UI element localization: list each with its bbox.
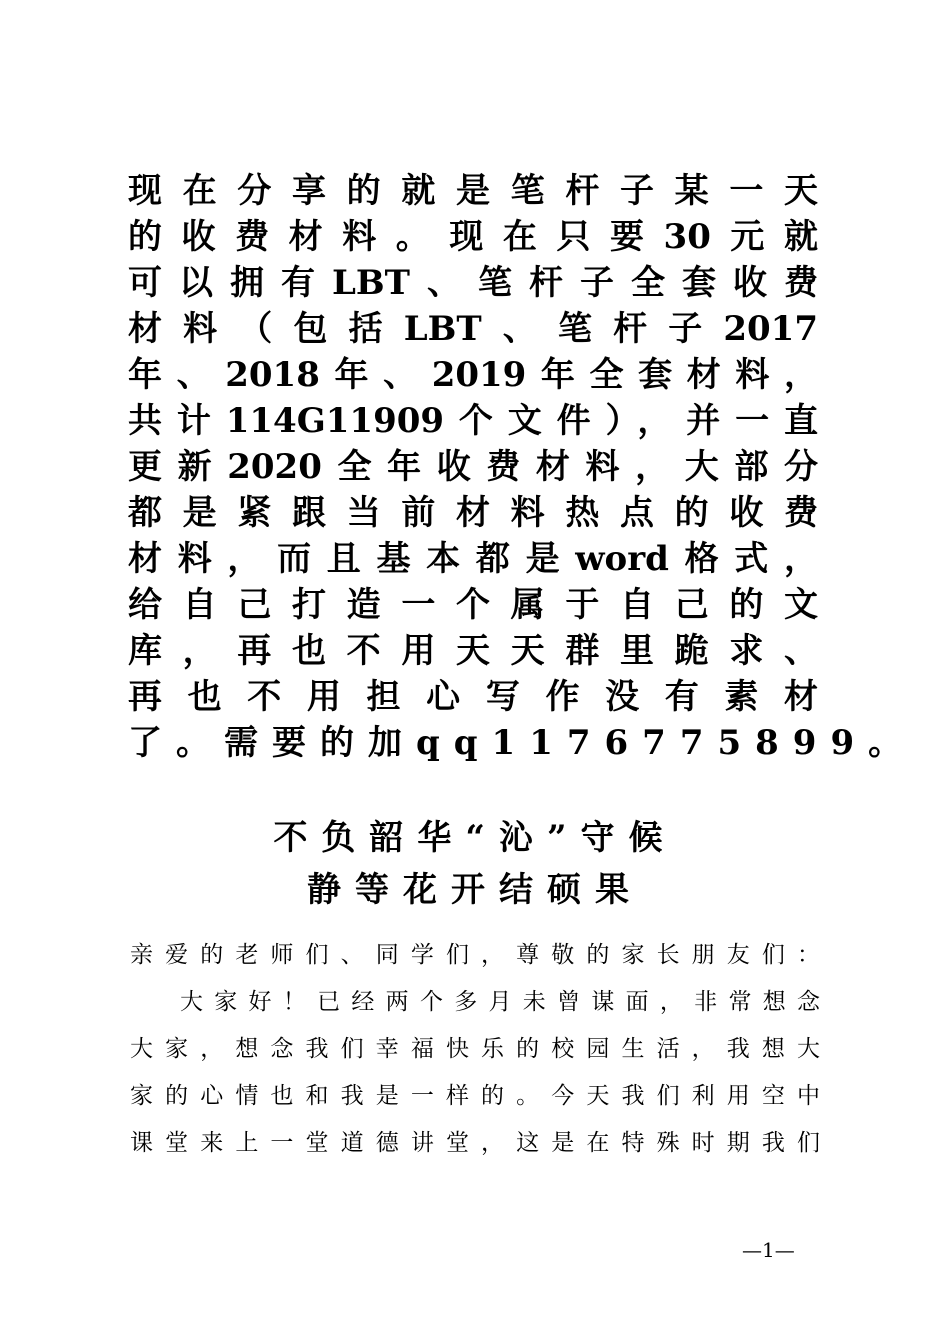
document-title	[0, 812, 950, 916]
promo-line: 更新2020全年收费材料，大部分	[128, 447, 818, 487]
title-line-1: 不负韶华“沁”守候	[273, 818, 677, 858]
body-line: 大家好！已经两个多月未曾谋面，非常想念	[180, 989, 820, 1015]
promo-line: 的收费材料。现在只要30元就	[128, 217, 818, 257]
speech-body	[130, 932, 820, 1167]
promo-paragraph	[128, 168, 917, 766]
body-line: 家的心情也和我是一样的。今天我们利用空中	[130, 1083, 820, 1109]
promo-line: 再也不用担心写作没有素材	[128, 677, 818, 717]
promo-line: 库，再也不用天天群里跪求、	[128, 631, 818, 671]
page-number: —1—	[742, 1238, 795, 1262]
promo-line: 给自己打造一个属于自己的文	[128, 585, 818, 625]
promo-line-last: 了。需要的加qq1176775899。	[128, 723, 917, 763]
body-line: 课堂来上一堂道德讲堂，这是在特殊时期我们	[130, 1130, 820, 1156]
body-line: 大家，想念我们幸福快乐的校园生活，我想大	[130, 1036, 820, 1062]
promo-line: 现在分享的就是笔杆子某一天	[128, 171, 818, 211]
promo-line: 都是紧跟当前材料热点的收费	[128, 493, 818, 533]
promo-line: 可以拥有LBT、笔杆子全套收费	[128, 263, 818, 303]
promo-line: 共计114G11909个文件），并一直	[128, 401, 818, 441]
title-line-2: 静等花开结硕果	[307, 870, 643, 910]
salutation: 亲爱的老师们、同学们，尊敬的家长朋友们：	[130, 942, 820, 968]
promo-line: 年、2018年、2019年全套材料，	[128, 355, 818, 395]
promo-line: 材料（包括LBT、笔杆子2017	[128, 309, 818, 349]
promo-line: 材料，而且基本都是word格式，	[128, 539, 818, 579]
